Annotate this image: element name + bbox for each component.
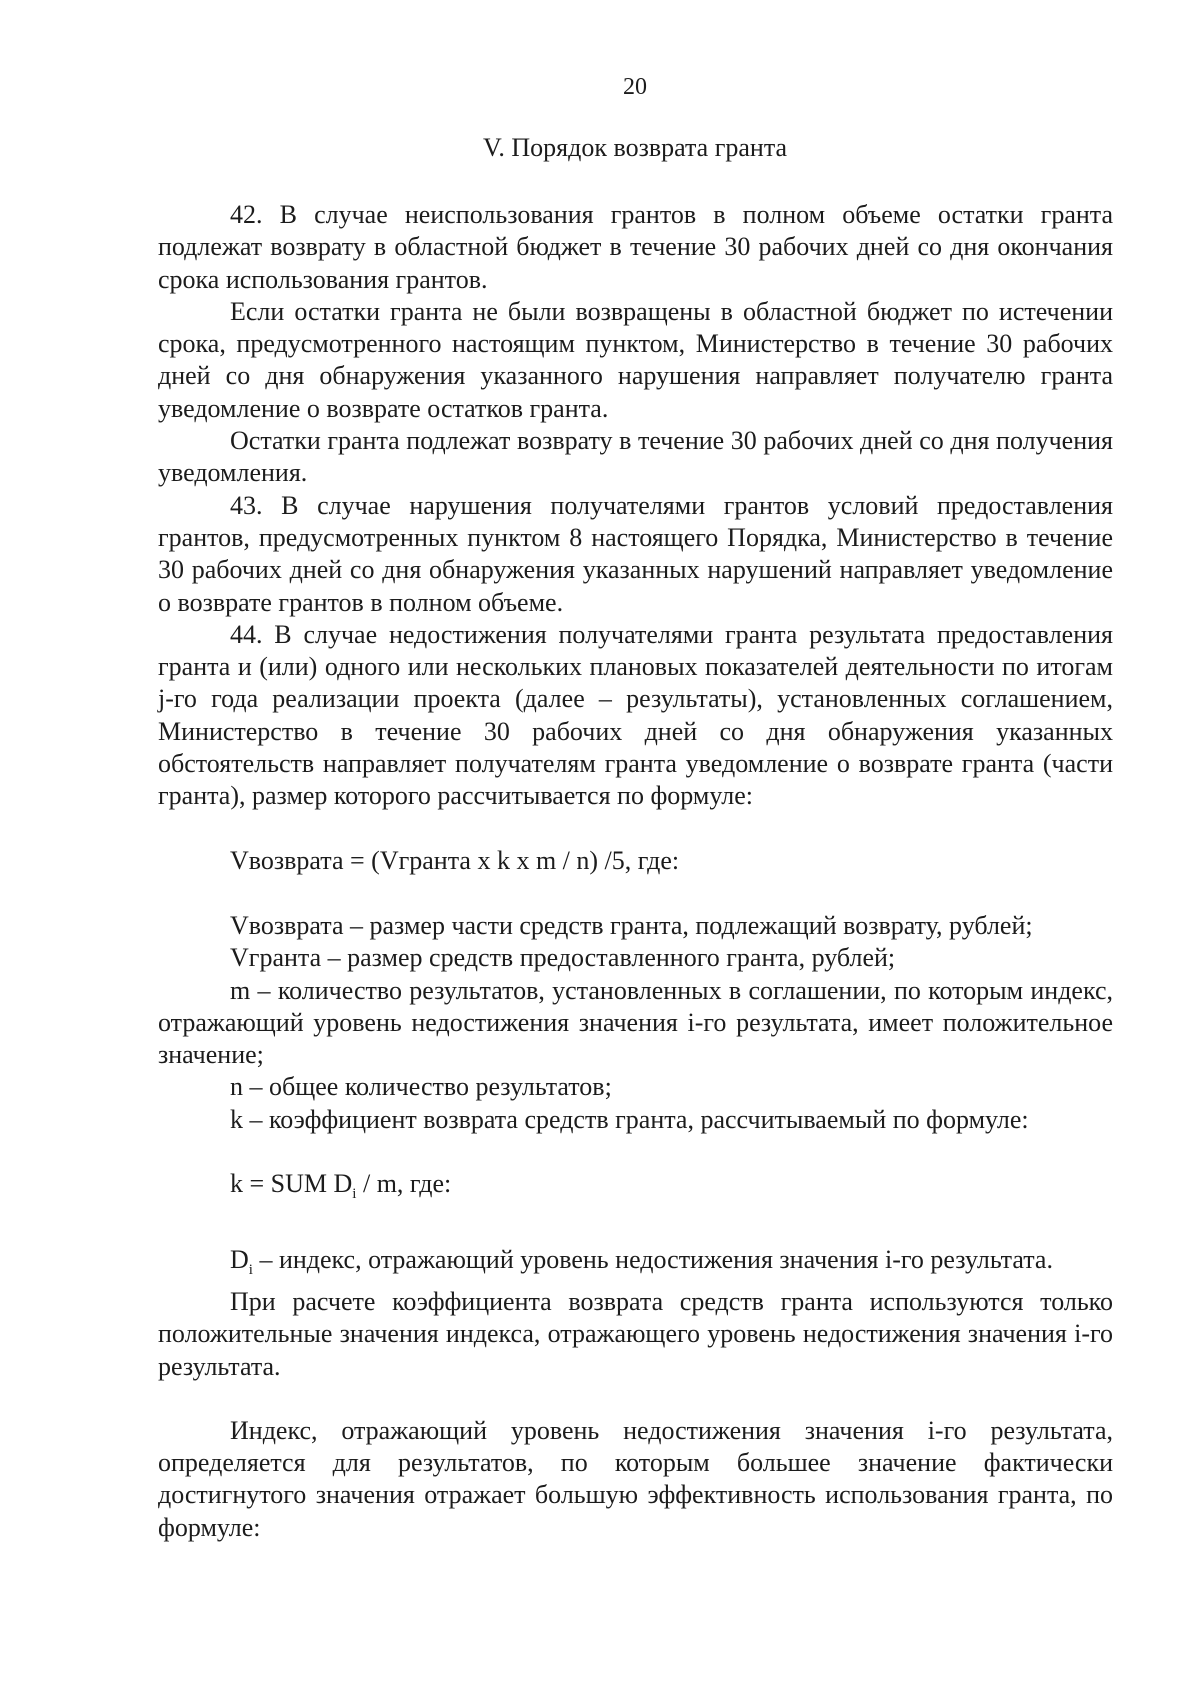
paragraph-positive-values: При расчете коэффициента возврата средств гранта используются только положительные значения индекса, отражающего уровень недостижения значения i-го результата. — [158, 1286, 1113, 1381]
definition-k: k – коэффициент возврата средств гранта, рассчитываемый по формуле: — [230, 1104, 1029, 1134]
paragraph-42-unreturned: Если остатки гранта не были возвращены в областной бюджет по истечении срока, предусмотренного настоящим пунктом, Министерство в течение 30 рабочих дней со дня обнаружения указанного нарушения направляет получателю гранта уведомление о возврате остатков гранта. — [158, 296, 1113, 423]
section-heading: V. Порядок возврата гранта — [482, 133, 788, 162]
definition-v-return: Vвозврата – размер части средств гранта, подлежащий возврату, рублей; — [230, 910, 1033, 940]
definition-n: n – общее количество результатов; — [230, 1072, 612, 1102]
formula-return-amount: Vвозврата = (Vгранта x k x m / n) /5, где: — [230, 845, 680, 875]
paragraph-42: 42. В случае неиспользования грантов в полном объеме остатки гранта подлежат возврату в областной бюджет в течение 30 рабочих дней со дня окончания срока использования грантов. — [158, 200, 1113, 294]
document-body — [158, 199, 1113, 1544]
paragraph-42-remainder: Остатки гранта подлежат возврату в течение 30 рабочих дней со дня получения уведомления. — [158, 426, 1113, 488]
page-number: 20 — [623, 74, 647, 100]
paragraph-44: 44. В случае недостижения получателями гранта результата предоставления гранта и (или) одного или нескольких плановых показателей деятельности по итогам j-го года реализации проекта (далее – результаты), установленных соглашением, Министерство в течение 30 рабочих дней со дня обнаружения указанных обстоятельств направляет получателям гранта уведомление о возврате гранта (части гранта), размер которого рассчитывается по формуле: — [158, 619, 1113, 811]
definition-m: m – количество результатов, установленных в соглашении, по которым индекс, отражающий уровень недостижения значения i-го результата, имеет положительное значение; — [158, 975, 1113, 1070]
paragraph-43: 43. В случае нарушения получателями грантов условий предоставления грантов, предусмотренных пунктом 8 настоящего Порядка, Министерство в течение 30 рабочих дней со дня обнаружения указанных нарушений направляет уведомление о возврате грантов в полном объеме. — [158, 490, 1113, 617]
definition-v-grant: Vгранта – размер средств предоставленного гранта, рублей; — [230, 943, 896, 973]
definition-di: $D_i$ – индекс, отражающий уровень недостижения значения i-го результата. — [230, 1244, 1053, 1278]
paragraph-index-definition: Индекс, отражающий уровень недостижения значения i-го результата, определяется для результатов, по которым большее значение фактически достигнутого значения отражает большую эффективность использования гранта, по формуле: — [158, 1415, 1113, 1542]
formula-coefficient-k: k = SUM $D_i$ / m, где: — [230, 1169, 452, 1203]
